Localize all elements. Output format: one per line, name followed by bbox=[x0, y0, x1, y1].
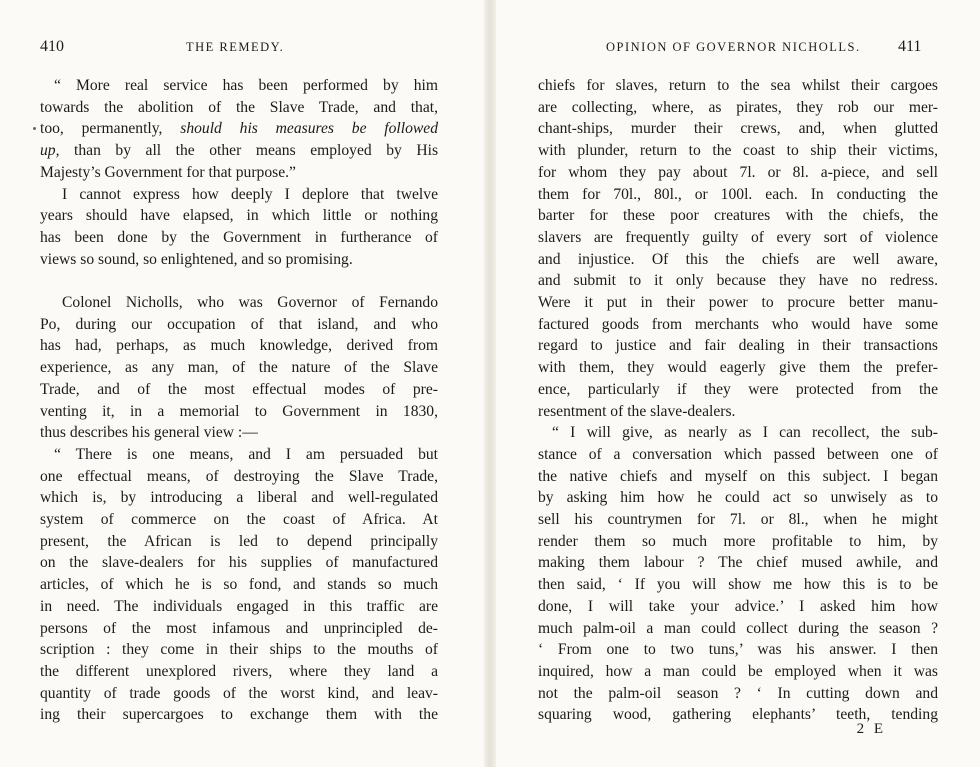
body-text bbox=[40, 75, 438, 726]
text-line: quantity of trade goods of the worst kind, and leav- bbox=[40, 684, 438, 702]
text-line: up, than by all the other means employed by His bbox=[40, 142, 439, 160]
text-line: chiefs for slaves, return to the sea whilst their cargoes bbox=[538, 77, 938, 94]
text-line: them for 70l., 80l., or 100l. each. In conducting the bbox=[538, 185, 938, 203]
text-line: has had, perhaps, as much knowledge, derived from bbox=[40, 337, 438, 355]
text-line: “ I will give, as nearly as I can recollect, the sub- bbox=[552, 424, 938, 442]
text-line: barter for these poor creatures with the chiefs, the bbox=[538, 207, 938, 225]
text-line: Were it put in their power to procure better manu- bbox=[538, 294, 938, 312]
text-line: slavers are frequently guilty of every sort of violence bbox=[538, 228, 938, 246]
page-number: 411 bbox=[898, 38, 922, 55]
text-line: ‘ From one to two tuns,’ was his answer. I then bbox=[538, 641, 938, 659]
text-line: which is, by introducing a liberal and well-regulated bbox=[40, 489, 438, 507]
text-line: resentment of the slave-dealers. bbox=[538, 402, 736, 420]
running-head: OPINION OF GOVERNOR NICHOLLS. bbox=[606, 40, 861, 54]
text-line: the native chiefs and myself on this subject. I began bbox=[538, 467, 938, 485]
text-line: with plunder, return to the coast to ship their victims, bbox=[538, 142, 938, 160]
text-line: system of commerce on the coast of Africa. At bbox=[40, 511, 438, 529]
text-line: venting it, in a memorial to Government in 1830, bbox=[40, 402, 438, 420]
text-line: squaring wood, gathering elephants’ teeth, tending bbox=[538, 706, 938, 724]
text-line: I cannot express how deeply I deplore that twelve bbox=[62, 185, 438, 203]
text-line: factured goods from merchants who would have some bbox=[538, 315, 938, 333]
text-line: thus describes his general view :— bbox=[40, 424, 258, 442]
text-line: scription : they come in their ships to the mouths of bbox=[40, 641, 438, 659]
text-line: inquired, how a man could be employed when it was bbox=[538, 662, 938, 680]
text-line: are collecting, where, as pirates, they rob our mer- bbox=[538, 98, 938, 116]
text-line: views so sound, so enlightened, and so promising. bbox=[40, 250, 353, 268]
text-line: then said, ‘ If you will show me how this is to be bbox=[538, 576, 938, 594]
signature-mark: 2 E bbox=[856, 721, 886, 737]
text-line: persons of the most infamous and unprincipled de- bbox=[40, 619, 438, 637]
text-line: regard to justice and fair dealing in their transactions bbox=[538, 337, 938, 355]
text-line: experience, as any man, of the nature of the Slave bbox=[40, 359, 438, 377]
text-line: making them labour ? The chief mused awhile, and bbox=[538, 554, 938, 572]
text-line: with them, they would eagerly give them the prefer- bbox=[538, 359, 938, 377]
text-line: much palm-oil a man could collect during the season ? bbox=[538, 619, 938, 637]
text-line: and submit to it only because they have no redress. bbox=[538, 272, 938, 290]
page-number: 410 bbox=[40, 38, 64, 55]
text-line: Trade, and of the most effectual modes of pre- bbox=[40, 380, 438, 398]
text-line: towards the abolition of the Slave Trade, and that, bbox=[40, 98, 438, 116]
text-line: stance of a conversation which passed between one of bbox=[538, 445, 938, 463]
text-line: one effectual means, of destroying the Slave Trade, bbox=[40, 467, 438, 485]
text-line: ing their supercargoes to exchange them with the bbox=[40, 706, 438, 724]
text-line: has been done by the Government in furtherance of bbox=[40, 228, 438, 246]
text-line: “ More real service has been performed by him bbox=[54, 77, 438, 94]
text-line: by asking him how he could act so unwisely as to bbox=[538, 489, 938, 507]
text-line: Colonel Nicholls, who was Governor of Fernando bbox=[62, 294, 438, 312]
text-line: chant-ships, murder their crews, and, when glutted bbox=[538, 120, 938, 138]
text-line: Majesty’s Government for that purpose.” bbox=[40, 163, 296, 181]
text-line: done, I will take your advice.’ I asked him how bbox=[538, 597, 938, 615]
text-line: and injustice. Of this the chiefs are well aware, bbox=[538, 250, 938, 268]
text-line: sell his countrymen for 7l. or 8l., when he might bbox=[538, 511, 938, 529]
book-gutter bbox=[484, 0, 496, 767]
text-line: years should have elapsed, in which little or nothing bbox=[40, 207, 438, 225]
text-line: present, the African is led to depend principally bbox=[40, 532, 438, 550]
text-line: ence, particularly if they were protected from the bbox=[538, 380, 938, 398]
text-line: on the slave-dealers for his supplies of manufactured bbox=[40, 554, 438, 572]
text-line: articles, of which he is so fond, and stands so much bbox=[40, 576, 438, 594]
text-line: for whom they pay about 7l. or 8l. a-piece, and sell bbox=[538, 163, 938, 181]
ink-speck bbox=[33, 127, 36, 130]
text-line: the different unexplored rivers, where they land a bbox=[40, 662, 438, 680]
text-line: too, permanently, should his measures be followed bbox=[40, 120, 439, 138]
text-line: not the palm-oil season ? ‘ In cutting down and bbox=[538, 684, 938, 702]
text-line: Po, during our occupation of that island, and who bbox=[40, 315, 438, 333]
left-page bbox=[0, 0, 484, 767]
right-page bbox=[496, 0, 980, 767]
body-text bbox=[538, 75, 938, 726]
text-line: in need. The individuals engaged in this traffic are bbox=[40, 597, 438, 615]
running-head: THE REMEDY. bbox=[186, 40, 285, 54]
text-line: render them so much more profitable to him, by bbox=[538, 532, 938, 550]
text-line: “ There is one means, and I am persuaded but bbox=[54, 445, 438, 463]
